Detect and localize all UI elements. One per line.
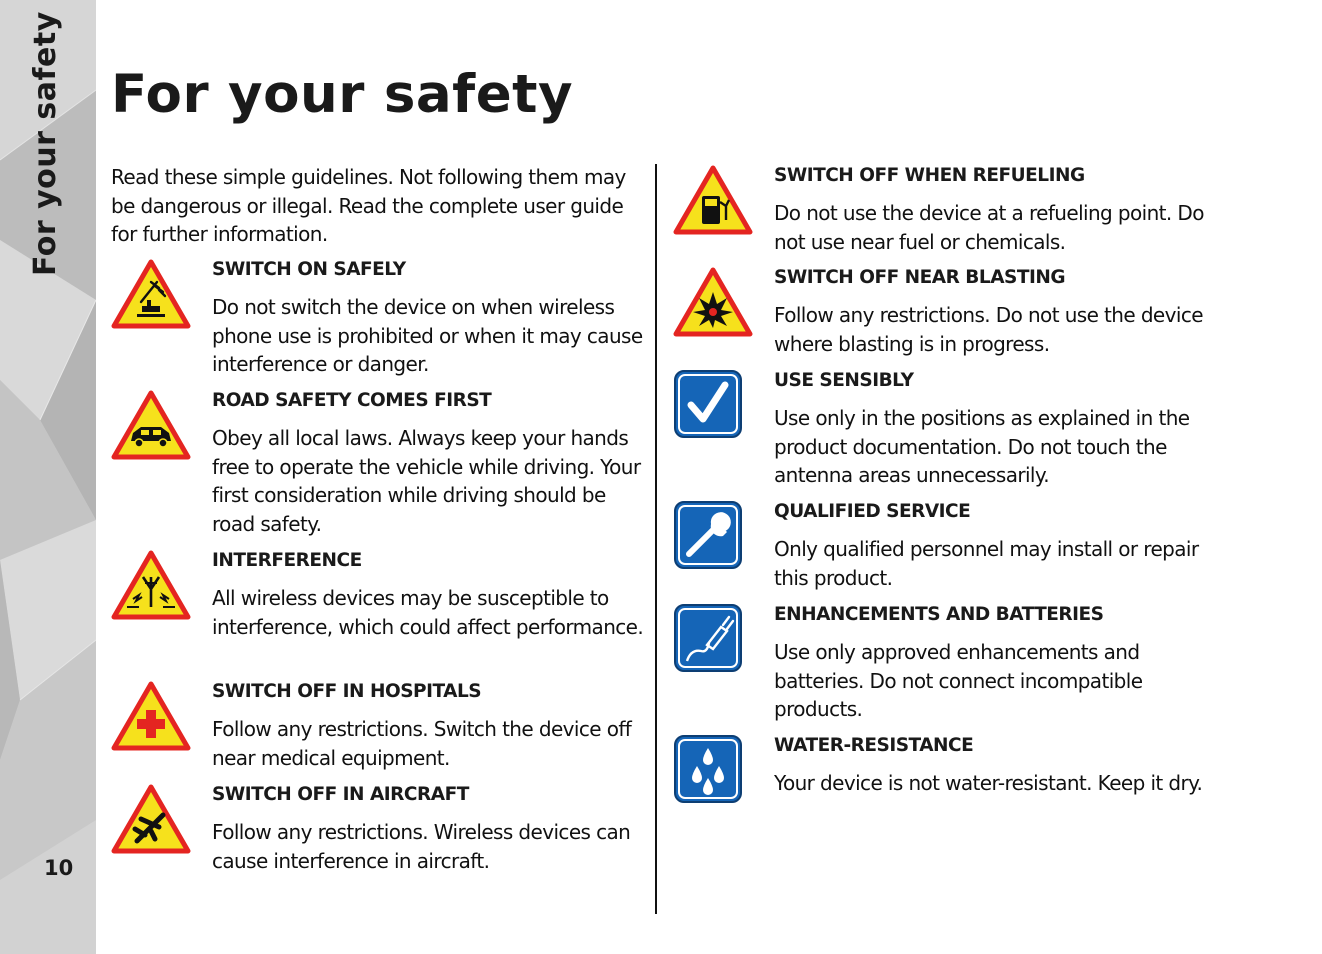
item-heading: USE SENSIBLY [774, 370, 914, 391]
item-heading: INTERFERENCE [212, 550, 362, 571]
item-body: Do not use the device at a refueling point. Do not use near fuel or chemicals. [774, 201, 1204, 254]
cable-connector-icon [673, 603, 743, 673]
item-body: Do not switch the device on when wireless phone use is prohibited or when it may cause interference or danger. [212, 295, 643, 376]
item-heading: SWITCH OFF WHEN REFUELING [774, 165, 1085, 186]
page-number: 10 [44, 856, 74, 880]
item-body: Use only in the positions as explained in the product documentation. Do not touch the antenna areas unnecessarily. [774, 406, 1190, 487]
water-drops-icon [673, 734, 743, 804]
sidebar-section-title: For your safety [28, 11, 63, 276]
hand-switch-icon [111, 258, 191, 330]
item-body: Obey all local laws. Always keep your hands free to operate the vehicle while driving. Your first consideration while driving should be road safety. [212, 426, 641, 536]
item-body: Follow any restrictions. Wireless devices can cause interference in aircraft. [212, 820, 631, 873]
item-heading: ENHANCEMENTS AND BATTERIES [774, 604, 1104, 625]
checkmark-icon [673, 369, 743, 439]
item-heading: QUALIFIED SERVICE [774, 501, 971, 522]
item-heading: SWITCH ON SAFELY [212, 259, 406, 280]
antenna-icon [111, 549, 191, 621]
car-icon [111, 389, 191, 461]
section-sidebar [0, 0, 96, 954]
column-divider [655, 164, 657, 914]
item-body: All wireless devices may be susceptible to interference, which could affect performance. [212, 586, 644, 639]
medical-cross-icon [111, 680, 191, 752]
item-heading: SWITCH OFF IN HOSPITALS [212, 681, 482, 702]
intro-paragraph: Read these simple guidelines. Not following them may be dangerous or illegal. Read the complete user guide for further information. [111, 165, 626, 246]
item-body: Follow any restrictions. Do not use the device where blasting is in progress. [774, 303, 1203, 356]
item-heading: WATER-RESISTANCE [774, 735, 974, 756]
wrench-icon [673, 500, 743, 570]
airplane-icon [111, 783, 191, 855]
item-heading: ROAD SAFETY COMES FIRST [212, 390, 492, 411]
item-heading: SWITCH OFF IN AIRCRAFT [212, 784, 469, 805]
fuel-pump-icon [673, 164, 753, 236]
item-body: Your device is not water-resistant. Keep it dry. [774, 771, 1203, 795]
item-heading: SWITCH OFF NEAR BLASTING [774, 267, 1066, 288]
explosion-icon [673, 266, 753, 338]
item-body: Only qualified personnel may install or repair this product. [774, 537, 1199, 590]
item-body: Use only approved enhancements and batteries. Do not connect incompatible products. [774, 640, 1143, 721]
item-body: Follow any restrictions. Switch the device off near medical equipment. [212, 717, 632, 770]
page-title: For your safety [111, 64, 574, 125]
